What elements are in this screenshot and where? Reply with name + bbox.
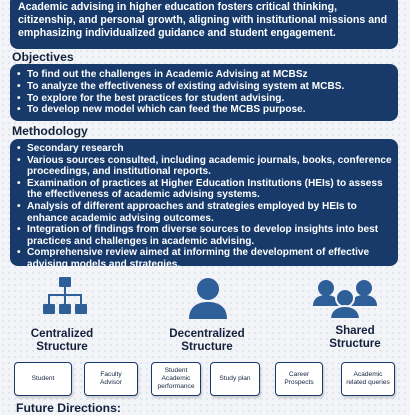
objectives-list (16, 69, 392, 116)
list-item: • To explore for the best practices for student advising. (16, 93, 392, 105)
chip-study-plan: Study plan (210, 362, 260, 396)
objectives-box (10, 64, 398, 121)
hierarchy-icon (42, 276, 88, 318)
objectives-heading: Objectives (12, 50, 74, 64)
list-item: • Secondary research (16, 143, 392, 155)
list-item: • To find out the challenges in Academic Advising at MCBSz (16, 69, 392, 81)
future-directions-heading: Future Directions: (16, 401, 121, 415)
person-icon (186, 276, 230, 320)
chip-academic-related-queries: Academic related queries (341, 362, 395, 396)
structure-title-shared: Shared Structure (329, 324, 381, 350)
methodology-box (10, 139, 398, 270)
list-item: • Examination of practices at Higher Education Institutions (HEIs) to assess the effectiveness of academic advising systems. (16, 178, 392, 201)
list-item: • To analyze the effectiveness of existing advising system at MCBS. (16, 81, 392, 93)
list-item: • Comprehensive review aimed at informing the development of effective advising models and strategies. (16, 247, 392, 270)
chip-student: Student (14, 362, 72, 396)
chip-faculty-advisor: Faculty Advisor (84, 362, 138, 396)
intro-box (10, 0, 398, 49)
structure-title-centralized: Centralized Structure (30, 327, 94, 353)
list-item: • Integration of findings from diverse sources to develop insights into best practices and challenges in academic advising. (16, 224, 392, 247)
methodology-list (16, 143, 392, 271)
methodology-heading: Methodology (12, 124, 88, 138)
group-icon (310, 278, 380, 322)
list-item: • Various sources consulted, including academic journals, books, conference proceedings, and institutional reports. (16, 155, 392, 178)
list-item: • Analysis of different approaches and strategies employed by HEIs to enhance academic advising outcomes. (16, 201, 392, 224)
intro-text: Academic advising in higher education fosters critical thinking, citizenship, and personal growth, aligning with institutional missions and emphasizing individualized guidance and student engagement. (18, 1, 388, 39)
chip-student-academic-performance: Student Academic performance (151, 362, 201, 396)
structure-title-decentralized: Decentralized Structure (169, 327, 245, 353)
chip-career-prospects: Career Prospects (275, 362, 323, 396)
list-item: • To develop new model which can feed the MCBS purpose. (16, 104, 392, 116)
